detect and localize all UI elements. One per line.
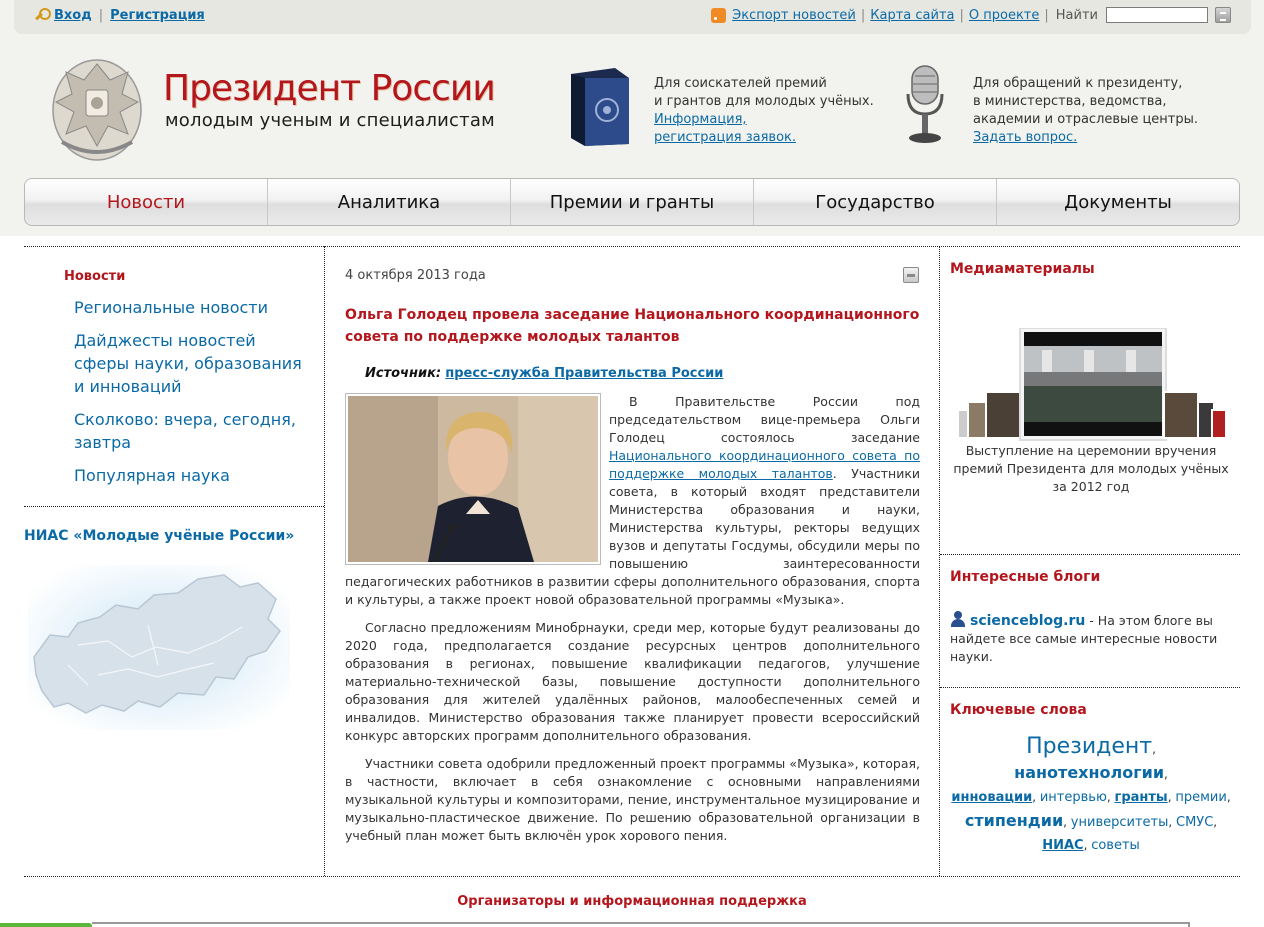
media-gallery[interactable]: [958, 328, 1228, 443]
key-icon: [34, 7, 50, 23]
article-body: [345, 393, 920, 855]
login-link[interactable]: Вход: [54, 7, 92, 23]
grants-registration-link[interactable]: регистрация заявок.: [654, 130, 797, 145]
keyword-tag[interactable]: премии: [1175, 790, 1227, 805]
blogs-heading: Интересные блоги: [950, 569, 1101, 585]
blog-description: - На этом блоге вы найдете все самые интересные новости науки.: [950, 613, 1218, 664]
appeals-info-block: [973, 75, 1198, 147]
right-column-divider: [939, 246, 940, 876]
grants-info-link[interactable]: Информация,: [654, 112, 747, 127]
footer-accent-bar: [0, 923, 92, 927]
blog-link[interactable]: scienceblog.ru: [970, 613, 1086, 629]
user-icon: [950, 611, 966, 627]
article-photo: [345, 393, 601, 565]
nav-item-documents[interactable]: Документы: [1064, 191, 1172, 213]
keyword-tag[interactable]: СМУС: [1176, 815, 1214, 830]
about-link[interactable]: О проекте: [968, 7, 1040, 23]
left-nav: [74, 296, 314, 497]
media-caption[interactable]: Выступление на церемонии вручения премий Президента для молодых учёных за 2012 год: [953, 443, 1229, 494]
keywords-cloud: Президент, нанотехнологии, инновации, интервью, гранты, премии, стипендии, университеты, СМУС, НИАС, советы: [951, 734, 1231, 853]
sitemap-link[interactable]: Карта сайта: [870, 7, 955, 23]
ask-question-link[interactable]: Задать вопрос.: [973, 130, 1078, 145]
nav-item-analytics[interactable]: Аналитика: [268, 179, 511, 225]
keyword-tag[interactable]: Президент: [1026, 734, 1153, 759]
article-date: 4 октября 2013 года: [345, 268, 486, 283]
left-column-divider: [324, 246, 325, 876]
content-bottom-divider: [24, 876, 1240, 877]
book-icon: [565, 66, 635, 148]
media-heading: Медиаматериалы: [950, 261, 1095, 277]
appeals-info-line: академии и отраслевые центры.: [973, 112, 1199, 127]
left-nav-item-regional[interactable]: Региональные новости: [74, 298, 269, 317]
separator: |: [860, 7, 866, 23]
main-nav: [24, 178, 1240, 226]
keyword-tag[interactable]: интервью: [1039, 790, 1107, 805]
search-label: Найти: [1055, 7, 1098, 23]
article-paragraph: Участники совета одобрили предложенный проект программы «Музыка», которая, в частности, включает в себя ознакомление с основными направлениями музыкальной культуры и композиторами, пение, инструментальное музицирование и музыкально-пластическое движение. По решению образовательной организации в учебный план может быть включён урок хорового пения.: [345, 756, 920, 843]
article-title: Ольга Голодец провела заседание Национального координационного совета по поддержке молодых талантов: [345, 307, 920, 345]
footer-title: Организаторы и информационная поддержка: [457, 894, 807, 909]
grants-info-line: и грантов для молодых учёных.: [654, 94, 874, 109]
article-source: [365, 366, 723, 381]
register-link[interactable]: Регистрация: [110, 7, 205, 23]
rss-icon: [711, 8, 726, 23]
nias-title[interactable]: НИАС «Молодые учёные России»: [24, 528, 295, 544]
right-section-divider: [940, 687, 1240, 688]
article-text: В Правительстве России под председательством вице-премьера Ольги Голодец состоялось заседание: [609, 394, 920, 445]
site-subtitle: молодым ученым и специалистам: [165, 110, 495, 131]
grants-info-block: [654, 75, 874, 147]
top-bar: [14, 0, 1251, 34]
council-link[interactable]: Национального координационного совета по поддержке молодых талантов: [609, 448, 920, 481]
nav-item-state[interactable]: Государство: [754, 179, 997, 225]
left-nav-item-popular-science[interactable]: Популярная наука: [74, 466, 230, 485]
emblem-icon: [48, 50, 146, 164]
utility-links: [711, 7, 1231, 23]
article-paragraph: Согласно предложениям Минобрнауки, среди мер, которые будут реализованы до 2020 года, предполагается создание ресурсных центров дополнительного образования в регионах, повышение квалификации педагогов, улучшение материально-технической базы, повышение доступности дополнительного образования для жителей удалённых районов, малообеспеченных семей и инвалидов. Министерство образования также планирует провести всероссийский конкурс авторских программ дополнительного образования.: [345, 620, 920, 743]
source-label: Источник:: [365, 366, 442, 381]
left-nav-item-skolkovo[interactable]: Сколково: вчера, сегодня, завтра: [74, 410, 296, 452]
search-input[interactable]: [1106, 7, 1208, 23]
keyword-tag[interactable]: гранты: [1114, 790, 1168, 805]
left-section-divider: [24, 506, 324, 507]
nav-item-grants[interactable]: Премии и гранты: [511, 179, 754, 225]
site-title: Президент России: [163, 68, 495, 109]
separator: |: [98, 7, 104, 23]
separator: |: [1044, 7, 1049, 23]
left-nav-heading[interactable]: Новости: [64, 269, 126, 284]
appeals-info-line: Для обращений к президенту,: [973, 76, 1183, 91]
source-link[interactable]: пресс-служба Правительства России: [445, 366, 724, 381]
nav-item-news[interactable]: Новости: [25, 179, 268, 225]
keyword-tag[interactable]: НИАС: [1042, 838, 1084, 853]
search-button-icon[interactable]: [1215, 7, 1231, 23]
keywords-heading: Ключевые слова: [950, 702, 1087, 718]
appeals-info-line: в министерства, ведомства,: [973, 94, 1167, 109]
microphone-icon: [902, 64, 948, 146]
keyword-tag[interactable]: нанотехнологии: [1014, 763, 1165, 782]
content-top-divider: [24, 246, 1240, 247]
grants-info-line: Для соискателей премий: [654, 76, 827, 91]
keyword-tag[interactable]: инновации: [951, 790, 1033, 805]
russia-map[interactable]: [28, 565, 290, 730]
left-nav-item-digests[interactable]: Дайджесты новостей сферы науки, образования и инноваций: [74, 331, 302, 396]
blog-entry: [950, 611, 1230, 666]
print-icon[interactable]: [903, 267, 919, 283]
keyword-tag[interactable]: университеты: [1070, 815, 1169, 830]
separator: |: [959, 7, 964, 23]
article-text: . Участники совета, в который входят представители Министерства образования и науки, Министерства культуры, ректоры ведущих вузов и депутаты Госдумы, обсудили меры по повышению заинтересованности педагогических работников в развитии сферы дополнительного образования, спорта и культуры, а также проект новой образовательной программы «Музыка».: [345, 466, 920, 607]
keyword-tag[interactable]: стипендии: [964, 811, 1064, 830]
footer-box-top: [92, 922, 1190, 927]
auth-links: [34, 7, 205, 23]
right-section-divider: [940, 554, 1240, 555]
export-news-link[interactable]: Экспорт новостей: [732, 7, 856, 23]
keyword-tag[interactable]: советы: [1091, 838, 1140, 853]
